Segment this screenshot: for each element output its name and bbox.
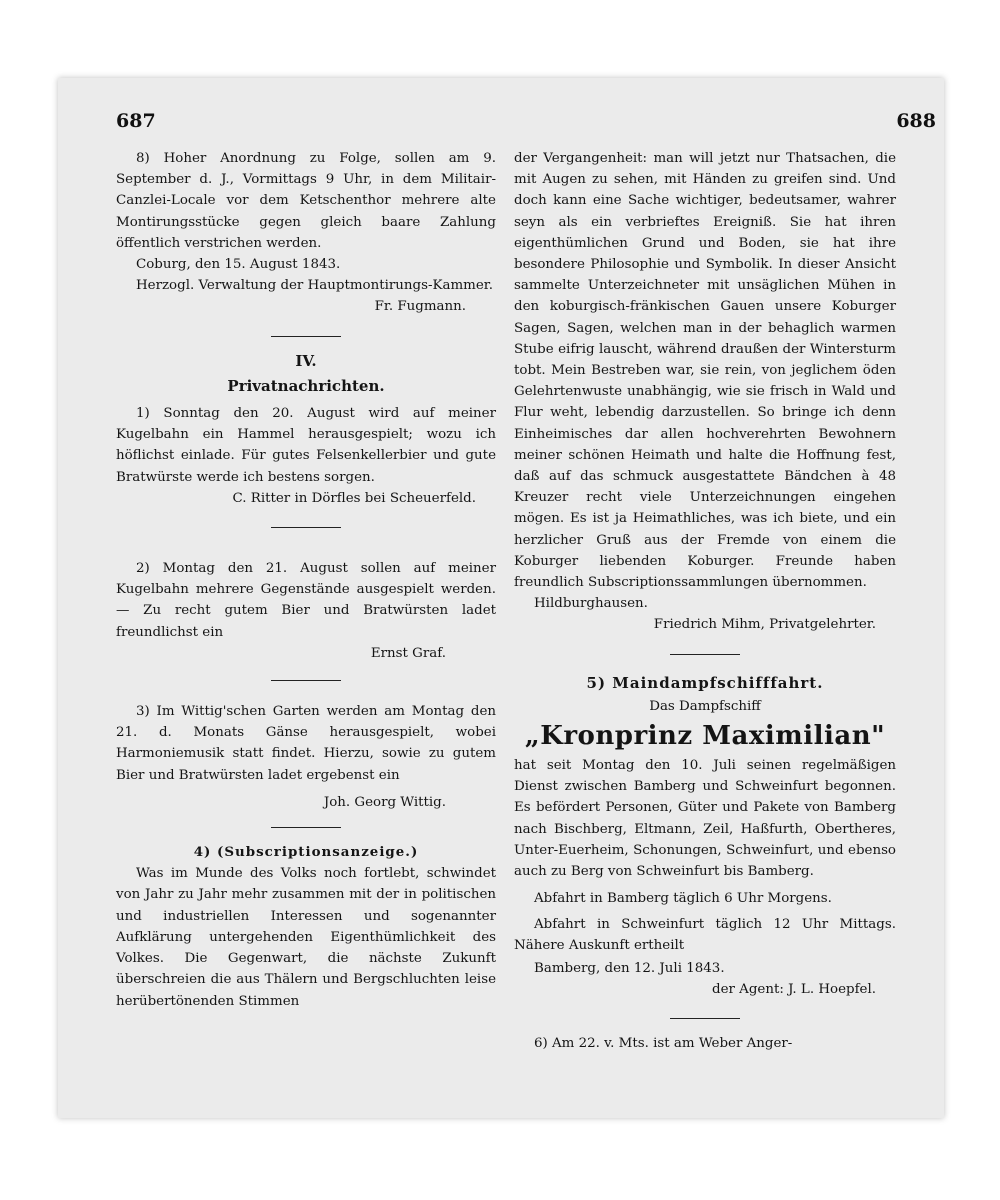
divider (271, 827, 341, 828)
right-column (514, 148, 896, 1055)
subscription-text-start: Was im Munde des Volks noch fortlebt, schwindet von Jahr zu Jahr mehr zusammen mit der in politischen und industriellen Interessen und sogenannter Aufklärung untergehenden Eigenthümlichkeit des Volkes. Die Gegenwart, die nächste Zukunft überschreien die aus Thälern und Bergschluchten leise herübertönenden Stimmen (116, 866, 496, 1009)
page-number-left: 687 (116, 110, 156, 132)
section-title: Privatnachrichten. (227, 376, 385, 395)
notice-place-date: Coburg, den 15. August 1843. (136, 257, 341, 273)
departure-bamberg: Abfahrt in Bamberg täglich 6 Uhr Morgens. (534, 891, 832, 907)
agent-signature: der Agent: J. L. Hoepfel. (712, 982, 876, 998)
page-number-right: 688 (896, 110, 936, 132)
divider (670, 654, 740, 655)
subscription-heading: 4) (Subscriptionsanzeige.) (193, 844, 419, 861)
notice-signature: Fr. Fugmann. (374, 299, 466, 315)
subscription-text-cont: der Vergangenheit: man will jetzt nur Thatsachen, die mit Augen zu sehen, mit Händen zu greifen sind. Und doch kann eine Sache wichtiger, bedeutsamer, wahrer seyn als ein verbrieftes Ereigniß. Sie hat ihren eigenthümlichen Grund und Boden, sie hat ihre besondere Philosophie und Symbolik. In dieser Ansicht sammelte Unterzeichneter mit unsäglichen Mühen in den koburgisch-fränkischen Gauen unsere Koburger Sagen, Sagen, welchen man in der behaglich warmen Stube eifrig lauscht, während draußen der Wintersturm tobt. Mein Bestreben war, sie rein, von jeglichem öden Gelehrtenwuste unabhängig, wie sie frisch in Wald und Flur weht, lebendig darzustellen. So bringe ich denn Einheimisches dar allen hochverehrten Bewohnern meiner schönen Heimath und halte die Hoffnung fest, daß auf das schmuck ausgestattete Bändchen à 48 Kreuzer recht viele Unterzeichnungen eingehen mögen. Es ist ja Heimathliches, was ich biete, und ein herzlicher Gruß aus der Fremde von einem die Koburger liebenden Koburger. Freunde haben freundlich Subscriptionssammlungen übernommen. (514, 151, 896, 591)
signature-wittig: Joh. Georg Wittig. (323, 794, 446, 810)
divider (271, 680, 341, 681)
left-column (116, 148, 496, 1012)
subscription-place: Hildburghausen. (534, 596, 648, 612)
signature-graf: Ernst Graf. (370, 645, 446, 661)
steamship-place-date: Bamberg, den 12. Juli 1843. (534, 960, 725, 976)
steamship-heading: 5) Maindampfschifffahrt. (586, 673, 824, 692)
notice-weber-anger: 6) Am 22. v. Mts. ist am Weber Anger- (534, 1036, 793, 1052)
notice-kugelbahn-2: 2) Montag den 21. August sollen auf meiner Kugelbahn mehrere Gegenstände ausgespielt werden. — Zu recht gutem Bier und Bratwürsten ladet freundlichst ein (116, 561, 496, 640)
departure-schweinfurt: Abfahrt in Schweinfurt täglich 12 Uhr Mittags. Nähere Auskunft ertheilt (514, 916, 896, 953)
notice-wittig-garden: 3) Im Wittig'schen Garten werden am Montag den 21. d. Monats Gänse herausgespielt, wobei Harmoniemusik statt findet. Hierzu, sowie zu gutem Bier und Bratwürsten ladet ergebenst ein (116, 704, 496, 783)
scanned-page (58, 78, 944, 1118)
divider (271, 527, 341, 528)
divider (670, 1018, 740, 1019)
notice-authority: Herzogl. Verwaltung der Hauptmontirungs-Kammer. (136, 278, 493, 294)
ship-name: „Kronprinz Maximilian" (524, 721, 886, 752)
steamship-service-text: hat seit Montag den 10. Juli seinen regelmäßigen Dienst zwischen Bamberg und Schweinfurt begonnen. Es befördert Personen, Güter und Pakete von Bamberg nach Bischberg, Eltmann, Zeil, Haßfurth, Obertheres, Unter-Euerheim, Schonungen, Schweinfurt, und ebenso auch zu Berg von Schweinfurt bis Bamberg. (514, 758, 896, 880)
notice-uniform-sale: 8) Hoher Anordnung zu Folge, sollen am 9. September d. J., Vormittags 9 Uhr, in dem Militair-Canzlei-Locale vor dem Ketschenthor mehrere alte Montirungsstücke gegen gleich baare Zahlung öffentlich verstrichen werden. (116, 151, 496, 251)
section-number: IV. (295, 351, 317, 370)
steamship-subheading: Das Dampfschiff (649, 698, 761, 714)
signature-ritter: C. Ritter in Dörfles bei Scheuerfeld. (232, 490, 476, 506)
notice-kugelbahn-1: 1) Sonntag den 20. August wird auf meiner Kugelbahn ein Hammel herausgespielt; wozu ich höflichst einlade. Für gutes Felsenkellerbier und gute Bratwürste werde ich bestens sorgen. (116, 406, 496, 485)
divider (271, 336, 341, 337)
signature-mihm: Friedrich Mihm, Privatgelehrter. (653, 617, 876, 633)
